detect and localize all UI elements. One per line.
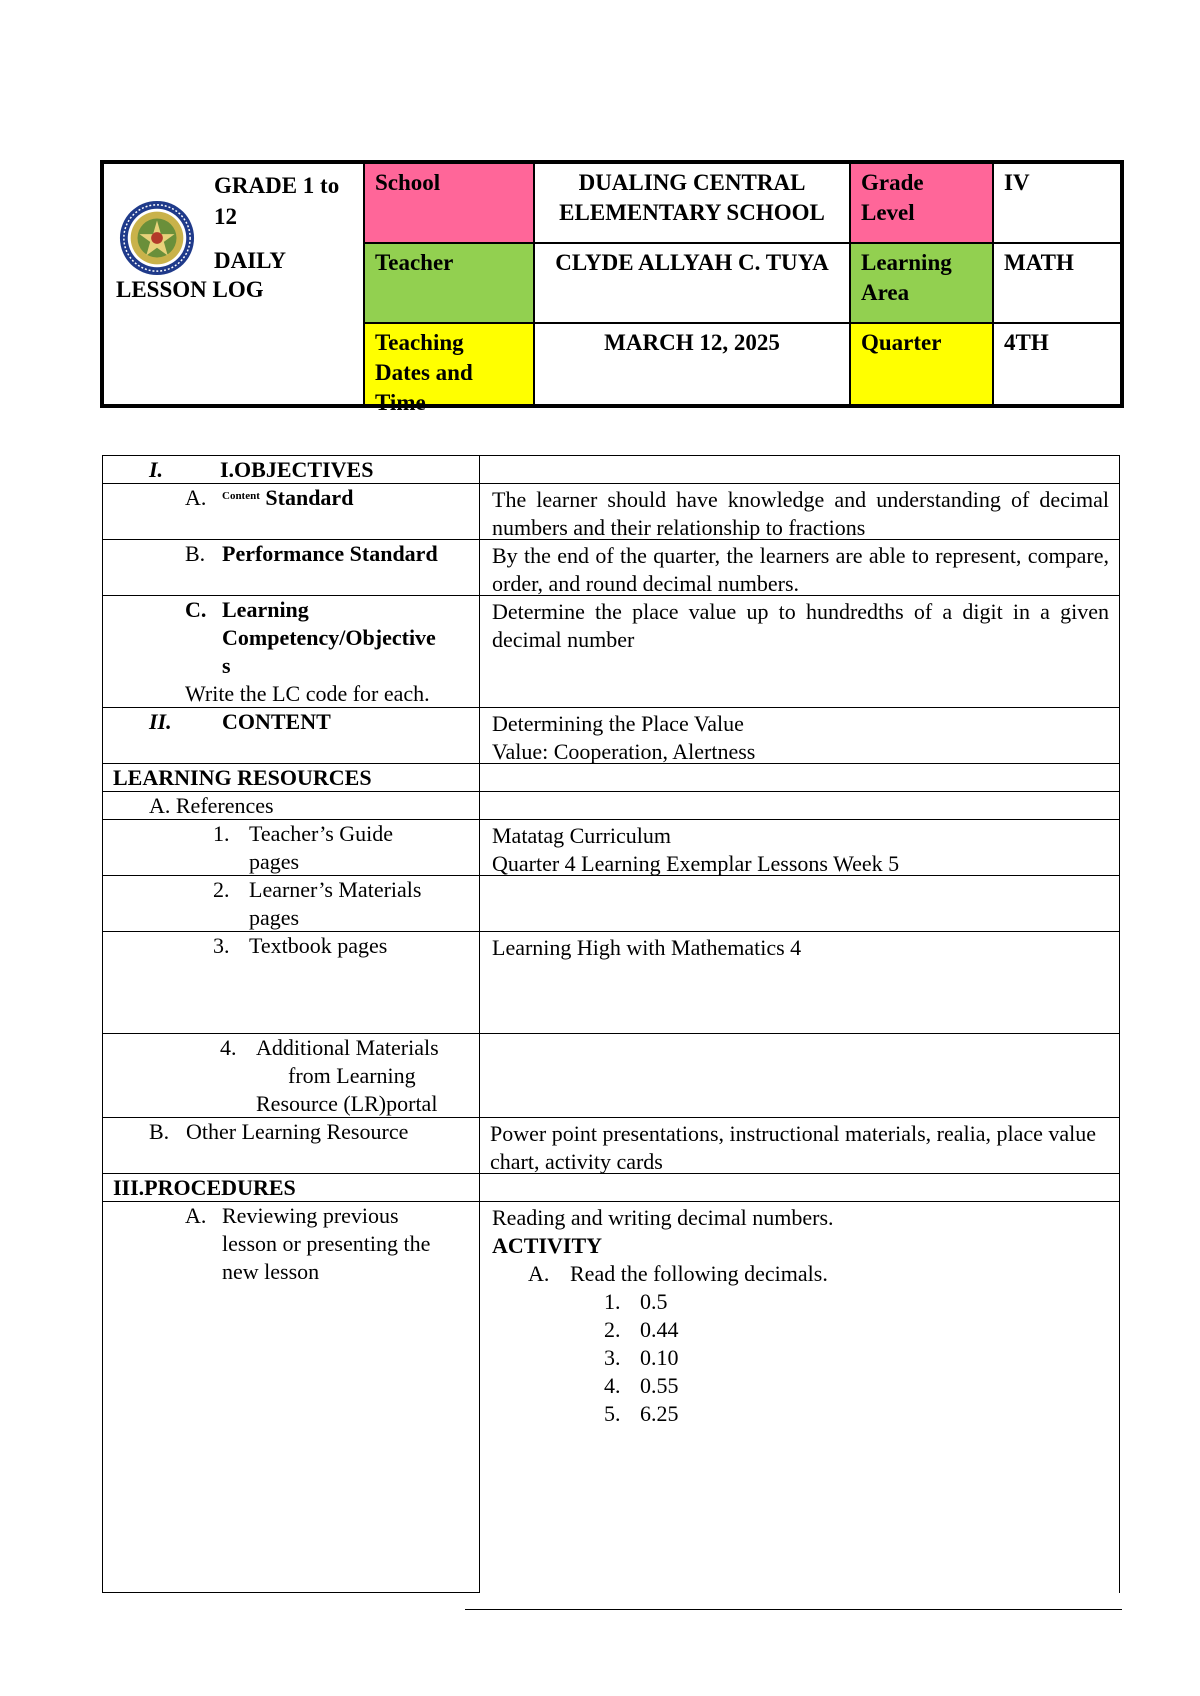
learning-resources-title: LEARNING RESOURCES (113, 765, 372, 790)
header-table (100, 160, 1124, 415)
table-bottom-border (102, 1592, 480, 1593)
decimal-item (492, 1372, 1109, 1400)
textbook-value: Learning High with Mathematics 4 (480, 932, 1120, 1033)
activity-heading: ACTIVITY (492, 1233, 603, 1258)
competency-label-2: Competency/Objective (222, 625, 436, 650)
school-label: School (365, 164, 535, 244)
objectives-roman: I. (149, 457, 164, 482)
content-standard-label: Standard (265, 485, 354, 510)
performance-standard-letter: B. (185, 541, 206, 566)
additional-materials-num: 4. (220, 1035, 237, 1060)
references-label: A. References (149, 793, 274, 818)
teachers-guide-label-2: pages (249, 849, 300, 874)
learning-resources-row (102, 763, 1120, 791)
competency-text: Determine the place value up to hundredths of a digit in a given decimal number (480, 596, 1120, 707)
objectives-title: I.OBJECTIVES (220, 457, 374, 482)
decimal-item-value: 0.5 (640, 1289, 668, 1314)
objectives-row (102, 455, 1120, 483)
decimal-item-value: 6.25 (640, 1401, 679, 1426)
teachers-guide-label-1: Teacher’s Guide (249, 821, 394, 846)
other-resource-letter: B. (149, 1119, 170, 1144)
content-standard-row (102, 483, 1120, 539)
content-line-2: Value: Cooperation, Alertness (492, 739, 756, 764)
other-resource-value: Power point presentations, instructional materials, realia, place value chart, activity cards (480, 1118, 1120, 1173)
additional-materials-label-2: from Learning (288, 1063, 416, 1088)
header-title-cell (104, 164, 365, 404)
decimal-item (492, 1288, 1109, 1316)
decimal-list (492, 1288, 1109, 1428)
review-intro: Reading and writing decimal numbers. (492, 1205, 834, 1230)
footer-line (465, 1609, 1122, 1610)
additional-materials-label-1: Additional Materials (256, 1035, 439, 1060)
competency-letter: C. (185, 597, 207, 622)
review-label-3: new lesson (222, 1259, 320, 1284)
content-roman: II. (149, 709, 172, 734)
learners-materials-label-2: pages (249, 905, 300, 930)
content-small-word: Content (222, 490, 260, 502)
teacher-label: Teacher (365, 244, 535, 324)
decimal-item-number: 3. (604, 1345, 621, 1370)
teachers-guide-num: 1. (213, 821, 230, 846)
decimal-item-value: 0.44 (640, 1317, 679, 1342)
decimal-item (492, 1316, 1109, 1344)
quarter-label: Quarter (851, 324, 994, 404)
learners-materials-num: 2. (213, 877, 230, 902)
quarter-value: 4TH (1004, 330, 1049, 355)
textbook-label: Textbook pages (249, 933, 388, 958)
decimal-item (492, 1344, 1109, 1372)
procedures-title: III.PROCEDURES (113, 1175, 296, 1200)
learners-materials-row (102, 875, 1120, 931)
daily-lesson-log-title (116, 246, 316, 304)
content-standard-letter: A. (185, 485, 207, 510)
dll-line-2: LESSON LOG (116, 277, 264, 302)
other-resource-row (102, 1117, 1120, 1173)
decimal-item-number: 2. (604, 1317, 621, 1342)
grade-level-label: Grade Level (851, 164, 994, 244)
learning-area-value: MATH (994, 244, 1120, 324)
content-row (102, 707, 1120, 763)
review-row (102, 1201, 1120, 1593)
review-letter: A. (185, 1203, 207, 1228)
competency-label-1: Learning (222, 597, 309, 622)
content-standard-text: The learner should have knowledge and understanding of decimal numbers and their relationship to fractions (480, 484, 1120, 539)
teachers-guide-value-1: Matatag Curriculum (492, 823, 672, 848)
school-value: DUALING CENTRAL ELEMENTARY SCHOOL (535, 164, 851, 244)
teachers-guide-value-2: Quarter 4 Learning Exemplar Lessons Week 5 (492, 851, 900, 876)
competency-row (102, 595, 1120, 707)
learning-area-label: Learning Area (851, 244, 994, 324)
additional-materials-label-3: Resource (LR)portal (256, 1091, 438, 1116)
decimal-item-number: 4. (604, 1373, 621, 1398)
references-row (102, 791, 1120, 819)
textbook-num: 3. (213, 933, 230, 958)
decimal-item-number: 1. (604, 1289, 621, 1314)
performance-standard-text: By the end of the quarter, the learners are able to represent, compare, order, and round decimal numbers. (480, 540, 1120, 595)
decimal-item (492, 1400, 1109, 1428)
decimal-item-number: 5. (604, 1401, 621, 1426)
lc-code-note: Write the LC code for each. (185, 681, 430, 706)
activity-instruction: Read the following decimals. (570, 1261, 828, 1286)
activity-letter: A. (528, 1261, 550, 1286)
content-label: CONTENT (222, 709, 331, 734)
teachers-guide-row (102, 819, 1120, 875)
performance-standard-row (102, 539, 1120, 595)
decimal-item-value: 0.10 (640, 1345, 679, 1370)
lesson-table (102, 455, 1120, 1593)
review-label-2: lesson or presenting the (222, 1231, 431, 1256)
procedures-row (102, 1173, 1120, 1201)
grade-level-value: IV (994, 164, 1120, 244)
decimal-item-value: 0.55 (640, 1373, 679, 1398)
other-resource-label: Other Learning Resource (186, 1119, 409, 1144)
teaching-dates-label: Teaching Dates and Time (365, 324, 535, 404)
teacher-value: CLYDE ALLYAH C. TUYA (535, 244, 851, 324)
teaching-dates-value: MARCH 12, 2025 (535, 324, 851, 404)
review-label-1: Reviewing previous (222, 1203, 399, 1228)
performance-standard-label: Performance Standard (222, 541, 438, 566)
textbook-row (102, 931, 1120, 1033)
competency-label-3: s (222, 653, 231, 678)
additional-materials-row (102, 1033, 1120, 1117)
dll-line-1: DAILY (214, 248, 287, 273)
content-line-1: Determining the Place Value (492, 711, 744, 736)
grade-title: GRADE 1 to 12 (214, 173, 340, 229)
learners-materials-label-1: Learner’s Materials (249, 877, 422, 902)
